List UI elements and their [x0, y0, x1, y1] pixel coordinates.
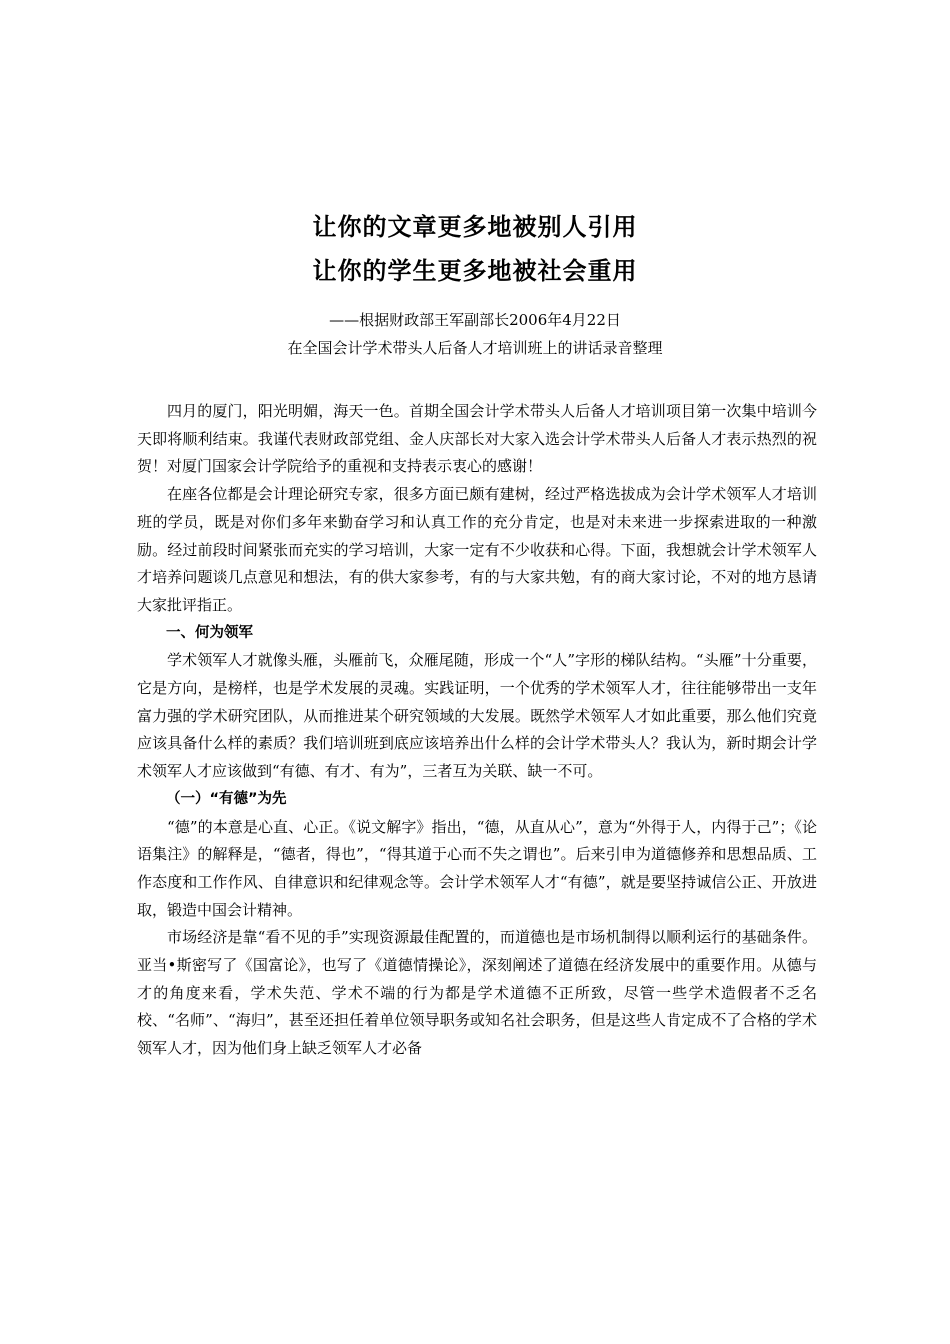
subtitle-block	[0, 306, 950, 362]
title-line-1: 让你的文章更多地被别人引用	[312, 213, 638, 241]
title-line-2: 让你的学生更多地被社会重用	[312, 257, 638, 285]
subtitle-line-2: 在全国会计学术带头人后备人才培训班上的讲话录音整理	[287, 339, 663, 357]
subsection-heading-1: （一）“有德”为先	[166, 790, 287, 807]
paragraph-opening: 四月的厦门，阳光明媚，海天一色。首期全国会计学术带头人后备人才培训项目第一次集中培训今天即将顺利结束。我谨代表财政部党组、金人庆部长对大家入选会计学术带头人后备人才表示热烈的祝贺！对厦门国家会计学院给予的重视和支持表示衷心的感谢！	[137, 402, 817, 476]
paragraph-leadership: 学术领军人才就像头雁，头雁前飞，众雁尾随，形成一个“人”字形的梯队结构。“头雁”十分重要，它是方向，是榜样，也是学术发展的灵魂。实践证明，一个优秀的学术领军人才，往往能够带出一支年富力强的学术研究团队，从而推进某个研究领域的大发展。既然学术领军人才如此重要，那么他们究竟应该具备什么样的素质？我们培训班到底应该培养出什么样的会计学术带头人？我认为，新时期会计学术领军人才应该做到“有德、有才、有为”，三者互为关联、缺一不可。	[137, 651, 817, 781]
paragraph-virtue-definition: “德”的本意是心直、心正。《说文解字》指出，“德，从直从心”，意为“外得于人，内得于己”；《论语集注》的解释是，“德者，得也”，“得其道于心而不失之谓也”。后来引申为道德修养和思想品质、工作态度和工作作风、自律意识和纪律观念等。会计学术领军人才“有德”，就是要坚持诚信公正、开放进取，锻造中国会计精神。	[137, 817, 817, 919]
paragraph-market-ethics: 市场经济是靠“看不见的手”实现资源最佳配置的，而道德也是市场机制得以顺利运行的基础条件。亚当•斯密写了《国富论》，也写了《道德情操论》，深刻阐述了道德在经济发展中的重要作用。从德与才的角度来看，学术失范、学术不端的行为都是学术道德不正所致，尽管一些学术造假者不乏名校、“名师”、“海归”，甚至还担任着单位领导职务或知名社会职务，但是这些人肯定成不了合格的学术领军人才，因为他们身上缺乏领军人才必备	[137, 928, 817, 1058]
subtitle-line-1: ——根据财政部王军副部长2006年4月22日	[329, 311, 621, 329]
body-text	[137, 398, 817, 1063]
paragraph-intro: 在座各位都是会计理论研究专家，很多方面已颇有建树，经过严格选拔成为会计学术领军人才培训班的学员，既是对你们多年来勤奋学习和认真工作的充分肯定，也是对未来进一步探索进取的一种激励。经过前段时间紧张而充实的学习培训，大家一定有不少收获和心得。下面，我想就会计学术领军人才培养问题谈几点意见和想法，有的供大家参考，有的与大家共勉，有的商大家讨论，不对的地方恳请大家批评指正。	[137, 485, 817, 614]
title-block	[0, 205, 950, 293]
section-heading-1: 一、何为领军	[166, 624, 253, 641]
